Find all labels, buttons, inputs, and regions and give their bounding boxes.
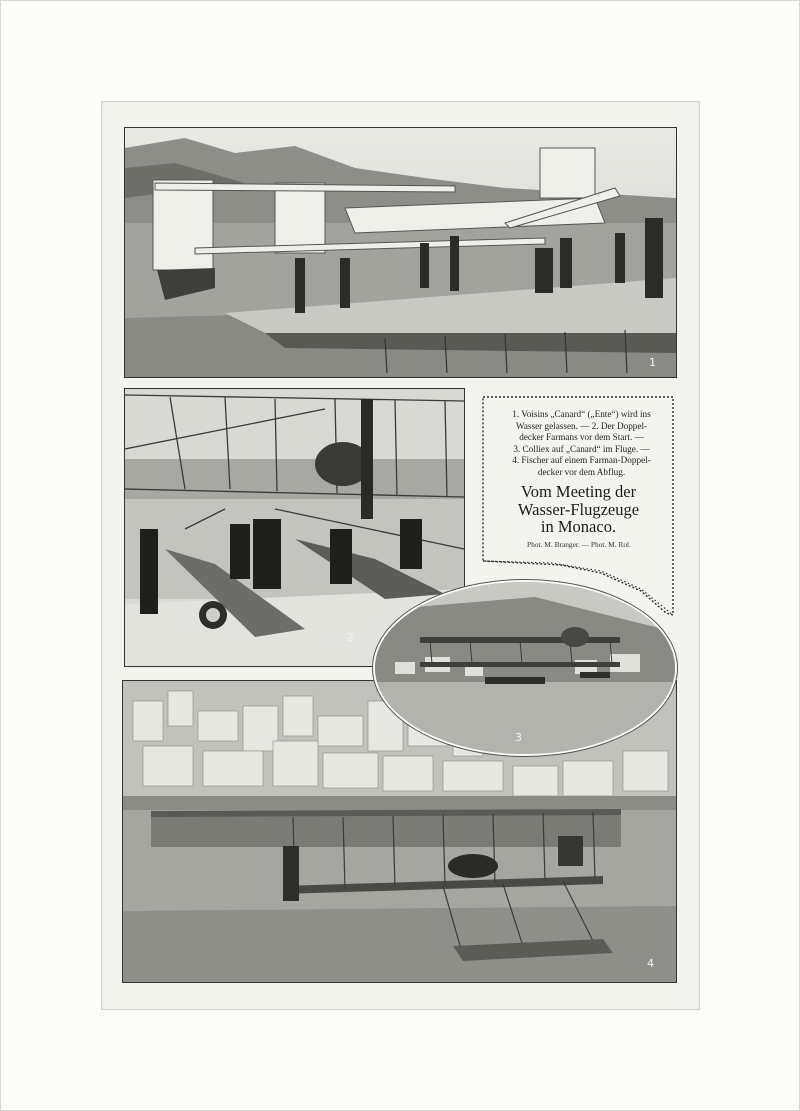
photo-number-3: 3 <box>515 731 522 744</box>
page-title <box>491 483 666 536</box>
photo-number-2: 2 <box>347 631 354 644</box>
photo-number-1: 1 <box>649 356 656 369</box>
photo-canard-launch <box>124 127 677 378</box>
title-line: in Monaco. <box>540 517 617 536</box>
photo-credit: Phot. M. Branger. — Phot. M. Rol. <box>527 540 631 549</box>
caption-text <box>499 409 664 479</box>
caption-box <box>481 395 675 617</box>
title-line: Wasser-Flugzeuge <box>517 499 640 519</box>
caption-line: decker Farmans vor dem Start. — <box>519 432 644 443</box>
caption-line: 1. Voisins „Canard“ („Ente“) wird ins <box>512 409 651 419</box>
caption-line: 3. Colliex auf „Canard“ im Fluge. — <box>513 443 650 454</box>
title-line: Vom Meeting der <box>520 482 637 501</box>
caption-line: decker vor dem Abflug. <box>537 466 626 477</box>
photo-number-4: 4 <box>647 957 654 970</box>
caption-line: Wasser gelassen. — 2. Der Doppel- <box>515 420 648 431</box>
caption-line: 4. Fischer auf einem Farman-Doppel- <box>512 455 651 466</box>
